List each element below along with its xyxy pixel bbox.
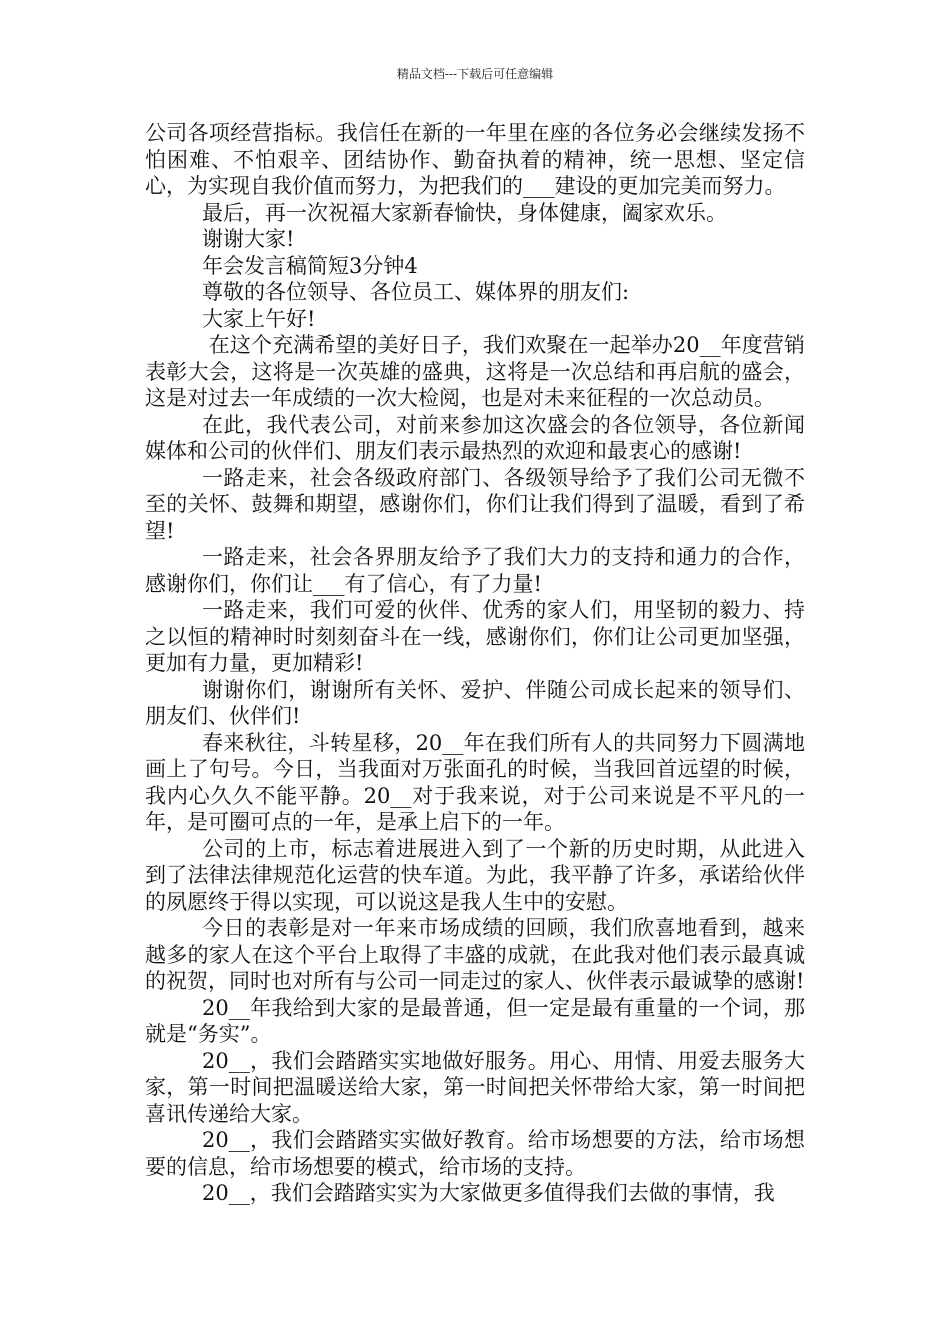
- paragraph: 谢谢大家!: [202, 227, 295, 251]
- paragraph: 今日的表彰是对一年来市场成绩的回顾，我们欣喜地看到，越来越多的家人在这个平台上取得了丰盛的成就，在此我对他们表示最真诚的祝贺，同时也对所有与公司一同走过的家人、伙伴表示最诚挚的感谢!: [145, 916, 805, 993]
- paragraph: 一路走来，社会各级政府部门、各级领导给予了我们公司无微不至的关怀、鼓舞和期望，感谢你们，你们让我们得到了温暖，看到了希望!: [145, 465, 805, 543]
- paragraph: 20__，我们会踏踏实实做好教育。给市场想要的方法，给市场想要的信息，给市场想要的模式，给市场的支持。: [145, 1128, 805, 1179]
- paragraph: 一路走来，社会各界朋友给予了我们大力的支持和通力的合作，感谢你们，你们让___有了信心，有了力量!: [145, 545, 805, 596]
- paragraph: 公司各项经营指标。我信任在新的一年里在座的各位务必会继续发扬不怕困难、不怕艰辛、团结协作、勤奋执着的精神，统一思想、坚定信心，为实现自我价值而努力，为把我们的___建设的更加完美而努力。: [145, 121, 805, 198]
- section-title: 年会发言稿简短3分钟4: [202, 253, 418, 278]
- paragraph: 谢谢你们，谢谢所有关怀、爱护、伴随公司成长起来的领导们、朋友们、伙伴们!: [145, 677, 805, 728]
- paragraph: 在这个充满希望的美好日子，我们欢聚在一起举办20__年度营销表彰大会，这将是一次英雄的盛典，这将是一次总结和再启航的盛会，这是对过去一年成绩的一次大检阅，也是对未来征程的一次总动员。: [145, 333, 805, 410]
- paragraph: 在此，我代表公司，对前来参加这次盛会的各位领导，各位新闻媒体和公司的伙伴们、朋友们表示最热烈的欢迎和最衷心的感谢!: [145, 412, 805, 463]
- page-header: 精品文档---下载后可任意编辑: [396, 67, 554, 81]
- paragraph: 20__，我们会踏踏实实地做好服务。用心、用情、用爱去服务大家，第一时间把温暖送给大家，第一时间把关怀带给大家，第一时间把喜讯传递给大家。: [145, 1048, 805, 1126]
- paragraph: 20__年我给到大家的是最普通，但一定是最有重量的一个词，那就是“务实”。: [145, 995, 805, 1046]
- greeting: 大家上午好!: [202, 306, 316, 331]
- paragraph: 春来秋往，斗转星移，20__年在我们所有人的共同努力下圆满地画上了句号。今日，当我面对万张面孔的时候，当我回首远望的时候，我内心久久不能平静。20__对于我来说，对于公司来说是不平凡的一年，是可圈可点的一年，是承上启下的一年。: [145, 730, 805, 834]
- paragraph: 公司的上市，标志着进展进入到了一个新的历史时期，从此进入到了法律法律规范化运营的快车道。为此，我平静了许多，承诺给伙伴的夙愿终于得以实现，可以说这是我人生中的安慰。: [145, 836, 805, 914]
- paragraph: 一路走来，我们可爱的伙伴、优秀的家人们，用坚韧的毅力、持之以恒的精神时时刻刻奋斗在一线，感谢你们，你们让公司更加坚强，更加有力量，更加精彩!: [145, 598, 805, 675]
- paragraph: 最后，再一次祝福大家新春愉快，身体健康，阖家欢乐。: [202, 200, 727, 225]
- document-body: [145, 120, 805, 1207]
- paragraph: 20__，我们会踏踏实实为大家做更多值得我们去做的事情，我: [202, 1181, 775, 1205]
- salutation: 尊敬的各位领导、各位员工、媒体界的朋友们:: [202, 280, 630, 304]
